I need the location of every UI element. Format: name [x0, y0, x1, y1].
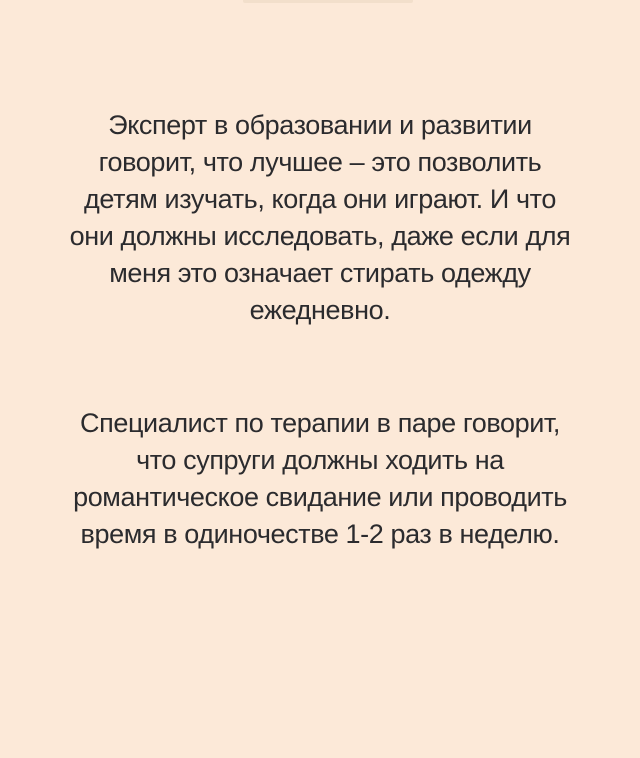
text-line: детям изучать, когда они играют. И что: [84, 184, 556, 214]
paragraph-couples-therapy: [0, 405, 640, 553]
text-line: они должны исследовать, даже если для: [69, 221, 571, 251]
text-line: время в одиночестве 1-2 раз в неделю.: [80, 519, 560, 549]
top-edge-artifact: [243, 0, 413, 3]
text-line: Специалист по терапии в паре говорит,: [80, 408, 560, 438]
text-line: ежедневно.: [249, 295, 391, 325]
text-line: Эксперт в образовании и развитии: [108, 110, 532, 140]
text-line: говорит, что лучшее – это позволить: [98, 147, 542, 177]
text-line: романтическое свидание или проводить: [73, 482, 567, 512]
text-line: меня это означает стирать одежду: [109, 258, 531, 288]
paragraph-expert-education: [0, 107, 640, 329]
text-line: что супруги должны ходить на: [136, 445, 504, 475]
